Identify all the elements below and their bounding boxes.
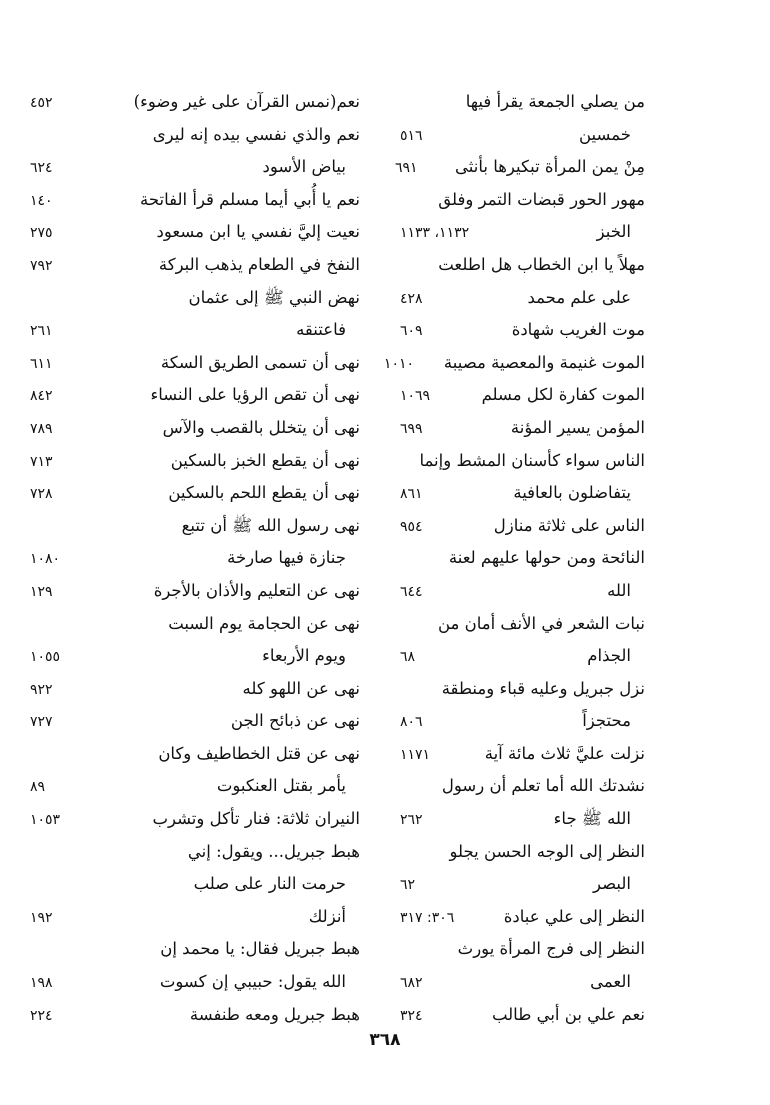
index-entry xyxy=(400,673,645,706)
entry-page-ref: ٨٩ xyxy=(30,779,46,796)
index-entry xyxy=(400,119,645,152)
entry-text: نهى عن التعليم والأذان بالأجرة xyxy=(153,580,360,600)
page-number: ٣٦٨ xyxy=(369,1030,401,1050)
entry-text: نعيت إليَّ نفسي يا ابن مسعود xyxy=(156,222,360,242)
index-entry xyxy=(400,770,645,803)
entry-page-ref: ٢٦٢ xyxy=(400,812,423,829)
entry-page-ref: ٦٩١ xyxy=(395,160,418,177)
entry-text: نعم يا أُبي أيما مسلم قرأ الفاتحة xyxy=(140,189,360,209)
entry-text: نهى عن ذبائح الجن xyxy=(230,711,360,731)
entry-text: الناس سواء كأسنان المشط وإنما xyxy=(419,450,645,470)
index-entry xyxy=(400,608,645,641)
index-entry xyxy=(30,477,360,510)
index-entry xyxy=(30,347,360,380)
entry-text: يتفاضلون بالعافية xyxy=(513,483,631,503)
entry-text: نهى أن يقطع اللحم بالسكين xyxy=(168,483,360,503)
entry-text: على علم محمد xyxy=(527,287,631,307)
entry-text: الله xyxy=(607,580,631,600)
index-entry xyxy=(400,933,645,966)
entry-page-ref: ٢٧٥ xyxy=(30,225,53,242)
index-entry xyxy=(400,901,645,934)
index-entry xyxy=(400,868,645,901)
index-entry xyxy=(30,836,360,869)
entry-page-ref: ٦٢٤ xyxy=(30,160,53,177)
entry-text: حرمت النار على صلب xyxy=(193,874,346,894)
entry-page-ref: ٧٩٢ xyxy=(30,257,53,274)
index-entry xyxy=(30,216,360,249)
index-entry xyxy=(383,347,645,380)
index-entry xyxy=(30,282,360,315)
entry-page-ref: ٧١٣ xyxy=(30,453,53,470)
entry-page-ref: ٤٢٨ xyxy=(400,290,423,307)
entry-text: الخبز xyxy=(596,222,631,242)
index-entry xyxy=(400,803,645,836)
entry-page-ref: ١٤٠ xyxy=(30,192,53,209)
index-entry xyxy=(30,445,360,478)
entry-page-ref: ١١٧١ xyxy=(400,746,431,763)
entry-text: بياض الأسود xyxy=(262,157,346,177)
entry-page-ref: ١٠١٠ xyxy=(383,355,414,372)
entry-text: الموت كفارة لكل مسلم xyxy=(481,385,645,405)
entry-text: النظر إلى فرج المرأة يورث xyxy=(457,939,645,959)
index-entry xyxy=(400,999,645,1032)
entry-page-ref: ٦٠٩ xyxy=(400,323,423,340)
entry-text: يأمر بقتل العنكبوت xyxy=(216,776,346,796)
entry-page-ref: ١١٣٢، ١١٣٣ xyxy=(400,225,470,242)
entry-text: النفخ في الطعام يذهب البركة xyxy=(158,254,360,274)
entry-text: جنازة فيها صارخة xyxy=(227,548,346,568)
entry-page-ref: ٦١١ xyxy=(30,355,53,372)
entry-page-ref: ٩٥٤ xyxy=(400,518,423,535)
index-entry xyxy=(30,901,360,934)
entry-text: هبط جبريل ومعه طنفسة xyxy=(189,1004,360,1024)
entry-text: نزلت عليَّ ثلاث مائة آية xyxy=(484,743,645,763)
entry-page-ref: ٦٩٩ xyxy=(400,420,423,437)
index-entry xyxy=(30,803,360,836)
index-entry xyxy=(30,640,360,673)
entry-page-ref: ١٩٢ xyxy=(30,909,53,926)
index-entry xyxy=(30,933,360,966)
entry-text: نهى عن قتل الخطاطيف وكان xyxy=(158,743,360,763)
entry-text: هبط جبريل فقال: يا محمد إن xyxy=(160,939,360,959)
index-entry xyxy=(30,705,360,738)
entry-text: ويوم الأربعاء xyxy=(262,646,346,666)
entry-text: نشدتك الله أما تعلم أن رسول xyxy=(441,776,645,796)
entry-text: نهى عن اللهو كله xyxy=(242,678,360,698)
index-entry xyxy=(400,510,645,543)
entry-text: المؤمن يسير المؤنة xyxy=(510,417,645,437)
entry-text: نهى أن يتخلل بالقصب والآس xyxy=(162,417,360,437)
entry-page-ref: ٧٢٨ xyxy=(30,486,53,503)
entry-page-ref: ١٠٨٠ xyxy=(30,551,61,568)
index-entry xyxy=(400,379,645,412)
entry-text: نهى أن تقص الرؤيا على النساء xyxy=(150,385,360,405)
entry-page-ref: ١٠٥٥ xyxy=(30,649,61,666)
entry-page-ref: ٦٨٢ xyxy=(400,975,423,992)
entry-text: نهى أن تسمى الطريق السكة xyxy=(160,352,360,372)
entry-text: النظر إلى علي عبادة xyxy=(503,906,645,926)
entry-page-ref: ٩٢٢ xyxy=(30,681,53,698)
index-entry xyxy=(30,151,360,184)
index-entry xyxy=(400,412,645,445)
entry-page-ref: ١٢٩ xyxy=(30,583,53,600)
index-entry xyxy=(30,673,360,706)
entry-text: النيران ثلاثة: فنار تأكل وتشرب xyxy=(152,809,360,829)
index-entry xyxy=(400,836,645,869)
index-entry xyxy=(395,151,645,184)
index-entry xyxy=(400,249,645,282)
entry-text: الناس على ثلاثة منازل xyxy=(493,515,645,535)
entry-page-ref: ٣٠٦: ٣١٧ xyxy=(400,909,455,926)
index-entry xyxy=(30,999,360,1032)
index-entry xyxy=(400,477,645,510)
right-column xyxy=(383,86,645,1031)
left-column xyxy=(30,86,360,1031)
entry-page-ref: ١٩٨ xyxy=(30,975,53,992)
entry-page-ref: ٧٢٧ xyxy=(30,714,53,731)
entry-text: نعم والذي نفسي بيده إنه ليرى xyxy=(152,124,360,144)
entry-text: الجذام xyxy=(587,646,631,666)
index-entry xyxy=(30,314,360,347)
index-entry xyxy=(30,770,360,803)
entry-text: خمسين xyxy=(579,124,631,144)
entry-text: نعم(نمس القرآن على غير وضوء) xyxy=(133,92,360,111)
index-entry xyxy=(30,575,360,608)
entry-text: موت الغريب شهادة xyxy=(511,320,645,340)
index-entry xyxy=(30,379,360,412)
entry-page-ref: ٨٤٢ xyxy=(30,388,53,405)
index-entry xyxy=(30,412,360,445)
entry-text: العمى xyxy=(590,972,631,992)
entry-page-ref: ٦٢ xyxy=(400,877,416,894)
entry-page-ref: ٨٠٦ xyxy=(400,714,423,731)
entry-text: النائحة ومن حولها عليهم لعنة xyxy=(448,548,645,568)
entry-page-ref: ٢٦١ xyxy=(30,323,53,340)
entry-text: نهى أن يقطع الخبز بالسكين xyxy=(170,450,360,470)
index-entry xyxy=(30,184,360,217)
entry-text: البصر xyxy=(592,874,631,894)
entry-text: نهى رسول الله ﷺ أن تتبع xyxy=(181,515,360,535)
index-entry xyxy=(30,966,360,999)
entry-text: نزل جبريل وعليه قباء ومنطقة xyxy=(441,678,645,698)
entry-text: محتجزاً xyxy=(582,711,631,731)
entry-text: الله يقول: حبيبي إن كسوت xyxy=(159,972,346,992)
entry-text: النظر إلى الوجه الحسن يجلو xyxy=(449,841,645,861)
entry-page-ref: ٤٥٢ xyxy=(30,95,53,111)
index-entry xyxy=(30,738,360,771)
entry-page-ref: ٧٨٩ xyxy=(30,420,53,437)
index-entry xyxy=(30,86,360,119)
entry-text: الله ﷺ جاء xyxy=(553,809,631,829)
entry-text: أنزلك xyxy=(308,906,346,926)
entry-text: نهض النبي ﷺ إلى عثمان xyxy=(188,287,360,307)
index-entry xyxy=(400,575,645,608)
entry-text: الموت غنيمة والمعصية مصيبة xyxy=(443,352,645,372)
entry-page-ref: ٦٨ xyxy=(400,649,416,666)
entry-text: فاعتنقه xyxy=(296,320,346,340)
entry-page-ref: ٣٢٤ xyxy=(400,1007,423,1024)
entry-page-ref: ٢٢٤ xyxy=(30,1007,53,1024)
entry-text: مهور الحور قبضات التمر وفلق xyxy=(438,189,645,209)
entry-page-ref: ٨٦١ xyxy=(400,486,423,503)
index-entry xyxy=(400,86,645,119)
entry-text: مهلاً يا ابن الخطاب هل اطلعت xyxy=(438,254,645,274)
entry-page-ref: ١٠٥٣ xyxy=(30,812,61,829)
index-entry xyxy=(30,510,360,543)
entry-text: نعم علي بن أبي طالب xyxy=(491,1004,645,1024)
entry-text: نهى عن الحجامة يوم السبت xyxy=(168,613,360,633)
index-entry xyxy=(400,282,645,315)
index-entry xyxy=(400,184,645,217)
index-entry xyxy=(400,705,645,738)
index-entry xyxy=(400,966,645,999)
index-entry xyxy=(30,868,360,901)
entry-page-ref: ٥١٦ xyxy=(400,127,423,144)
entry-text: من يصلي الجمعة يقرأ فيها xyxy=(465,92,645,111)
index-entry xyxy=(400,542,645,575)
index-entry xyxy=(400,314,645,347)
index-entry xyxy=(400,738,645,771)
index-entry xyxy=(30,608,360,641)
index-entry xyxy=(400,216,645,249)
index-entry xyxy=(400,445,645,478)
entry-text: هبط جبريل... ويقول: إني xyxy=(187,841,360,861)
index-entry xyxy=(400,640,645,673)
index-entry xyxy=(30,249,360,282)
entry-text: نبات الشعر في الأنف أمان من xyxy=(437,613,645,633)
entry-page-ref: ٦٤٤ xyxy=(400,583,423,600)
entry-page-ref: ١٠٦٩ xyxy=(400,388,431,405)
index-entry xyxy=(30,119,360,152)
index-entry xyxy=(30,542,360,575)
entry-text: مِنْ يمن المرأة تبكيرها بأنثى xyxy=(455,157,645,177)
